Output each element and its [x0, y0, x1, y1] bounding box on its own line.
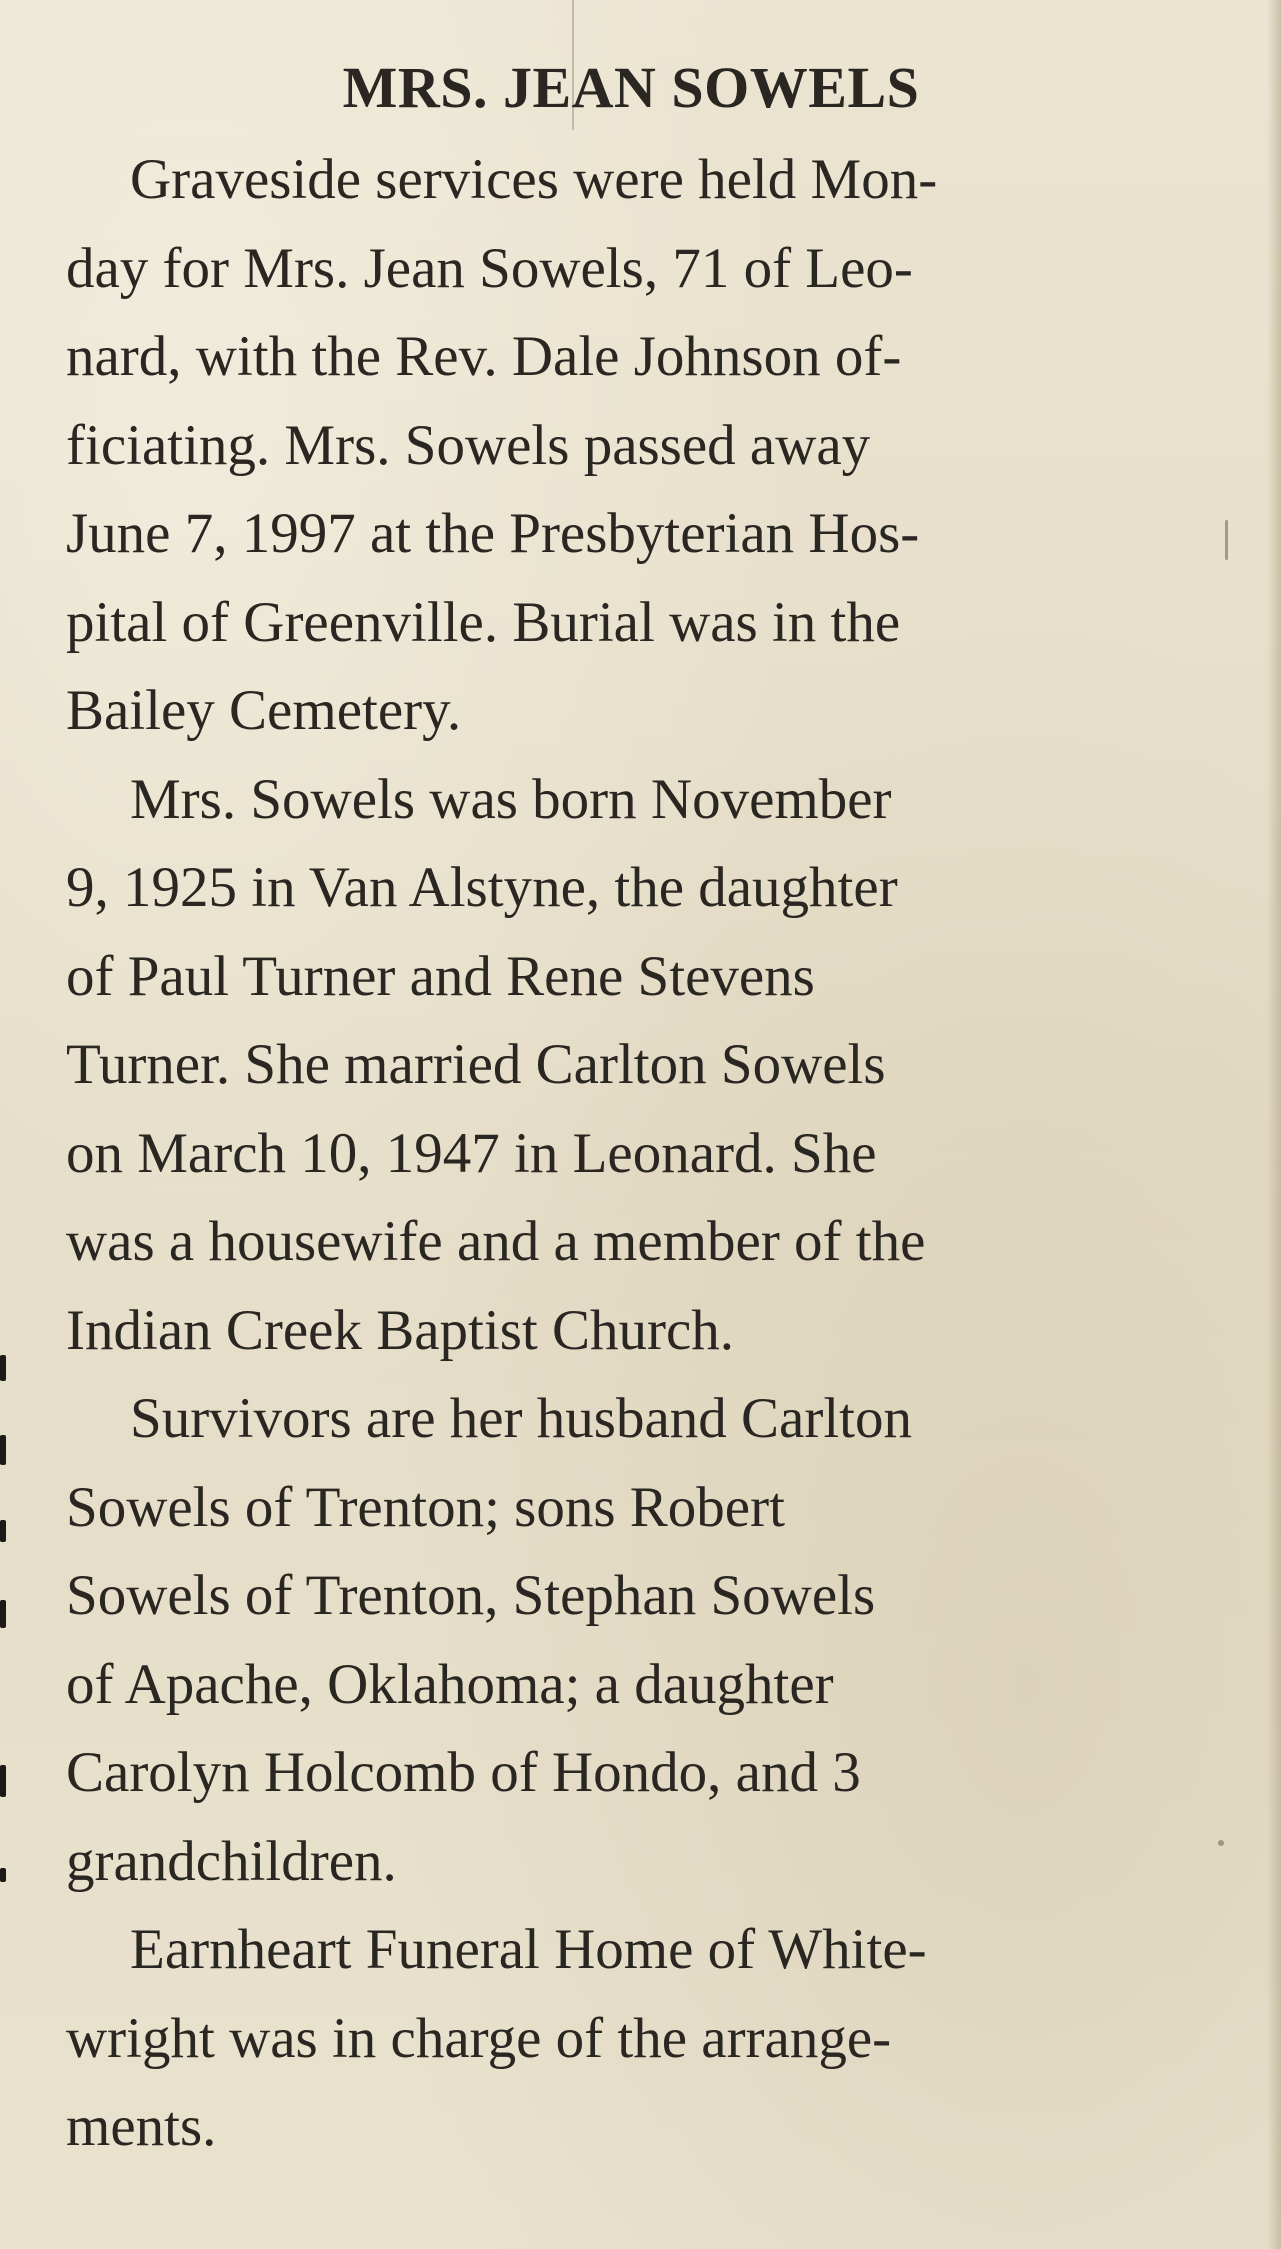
text-line: Sowels of Trenton; sons Robert: [66, 1475, 785, 1539]
print-speck: [1225, 520, 1228, 560]
text-line: wright was in charge of the arrange-: [66, 2006, 892, 2070]
paragraph-survivors: [66, 1375, 1146, 1906]
obituary-headline: MRS. JEAN SOWELS: [342, 55, 920, 120]
text-line: June 7, 1997 at the Presbyterian Hos-: [66, 502, 920, 565]
text-line: on March 10, 1947 in Leonard. She: [66, 1121, 877, 1185]
text-line: was a housewife and a member of the: [66, 1210, 926, 1273]
text-line: Survivors are her husband Carlton: [130, 1387, 912, 1450]
text-line: day for Mrs. Jean Sowels, 71 of Leo-: [66, 236, 913, 300]
text-line: Bailey Cemetery.: [66, 679, 462, 742]
text-line: Mrs. Sowels was born November: [130, 767, 892, 831]
print-speck: [1218, 1840, 1224, 1846]
paragraph-biography: [66, 756, 1146, 1376]
text-line: of Paul Turner and Rene Stevens: [66, 944, 815, 1008]
text-line: pital of Greenville. Burial was in the: [66, 590, 901, 654]
adjacent-column-mark: [0, 1520, 6, 1542]
adjacent-column-mark: [0, 1435, 6, 1465]
page-edge: [1267, 0, 1281, 2249]
text-line: ficiating. Mrs. Sowels passed away: [66, 413, 871, 477]
text-line: nard, with the Rev. Dale Johnson of-: [66, 325, 902, 388]
text-line: Earnheart Funeral Home of White-: [130, 1918, 927, 1981]
text-line: Turner. She married Carlton Sowels: [66, 1033, 886, 1096]
text-line: Carolyn Holcomb of Hondo, and 3: [66, 1741, 861, 1804]
text-line: Sowels of Trenton, Stephan Sowels: [66, 1564, 876, 1627]
adjacent-column-mark: [0, 1765, 6, 1797]
text-line: ments.: [66, 2095, 217, 2158]
adjacent-column-mark: [0, 1600, 6, 1628]
text-line: Graveside services were held Mon-: [130, 148, 938, 211]
obituary-column: [66, 40, 1146, 2172]
text-line: Indian Creek Baptist Church.: [66, 1298, 735, 1362]
paragraph-services: [66, 136, 1146, 756]
adjacent-column-mark: [0, 1355, 6, 1381]
text-line: of Apache, Oklahoma; a daughter: [66, 1652, 834, 1716]
paragraph-arrangements: [66, 1906, 1146, 2172]
adjacent-column-mark: [0, 1868, 6, 1882]
text-line: grandchildren.: [66, 1829, 397, 1893]
text-line: 9, 1925 in Van Alstyne, the daughter: [66, 856, 898, 919]
